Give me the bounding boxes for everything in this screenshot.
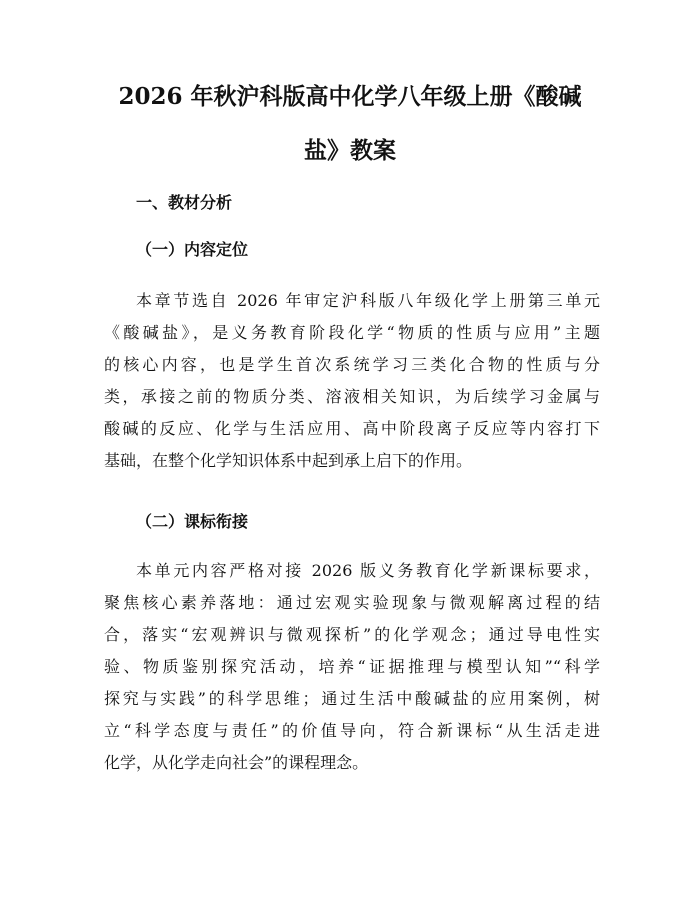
document-title — [100, 70, 600, 178]
paragraph-content-positioning — [104, 285, 600, 477]
paragraph-line: 本章节选自 2026 年审定沪科版八年级化学上册第三单元 — [136, 291, 600, 310]
paragraph-line: 的核心内容，也是学生首次系统学习三类化合物的性质与分 — [104, 355, 600, 374]
paragraph-line: 合，落实“宏观辨识与微观探析”的化学观念；通过导电性实 — [104, 625, 600, 644]
section-heading: 一、教材分析 — [136, 193, 233, 212]
title-line-2: 盐》教案 — [304, 137, 396, 164]
paragraph-curriculum-alignment — [104, 555, 600, 779]
paragraph-line: 基础，在整个化学知识体系中起到承上启下的作用。 — [104, 451, 473, 470]
paragraph-line: 类，承接之前的物质分类、溶液相关知识，为后续学习金属与 — [104, 387, 600, 406]
subsection-heading-content-positioning: （一）内容定位 — [136, 240, 249, 259]
subsection-heading-curriculum-alignment: （二）课标衔接 — [136, 512, 249, 531]
paragraph-line: 本单元内容严格对接 2026 版义务教育化学新课标要求， — [136, 561, 600, 580]
paragraph-line: 验、物质鉴别探究活动，培养“证据推理与模型认知”“科学 — [104, 657, 600, 676]
title-line-1: 2026 年秋沪科版高中化学八年级上册《酸碱 — [118, 83, 582, 110]
paragraph-line: 酸碱的反应、化学与生活应用、高中阶段离子反应等内容打下 — [104, 419, 600, 438]
paragraph-line: 《酸碱盐》，是义务教育阶段化学“物质的性质与应用”主题 — [104, 323, 600, 342]
paragraph-line: 聚焦核心素养落地：通过宏观实验现象与微观解离过程的结 — [104, 593, 600, 612]
paragraph-line: 立“科学态度与责任”的价值导向，符合新课标“从生活走进 — [104, 721, 600, 740]
paragraph-line: 化学，从化学走向社会”的课程理念。 — [104, 753, 369, 772]
paragraph-line: 探究与实践”的科学思维；通过生活中酸碱盐的应用案例，树 — [104, 689, 600, 708]
